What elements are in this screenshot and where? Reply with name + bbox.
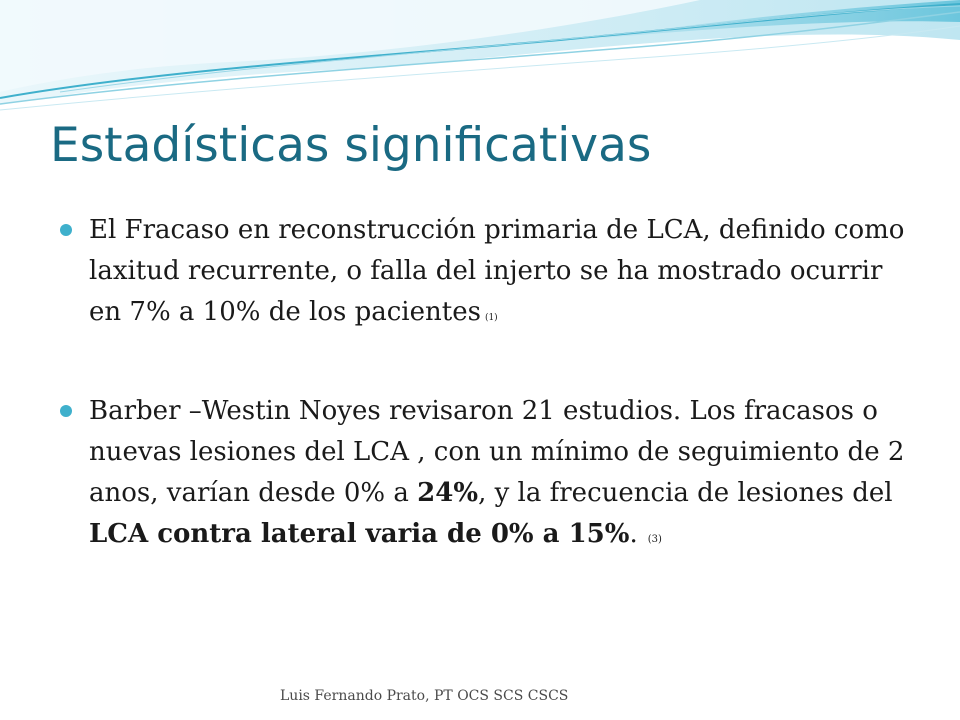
bullet-dot-icon [60, 224, 72, 236]
bullet-text-part: Barber –Westin Noyes revisaron 21 estudios. Los fracasos o nuevas lesiones del LCA , con un mínimo de seguimiento de 2 anos, varían desde 0% a [89, 396, 905, 508]
slide-title: Estadísticas significativas [50, 118, 652, 173]
slide-footer: Luis Fernando Prato, PT OCS SCS CSCS [280, 688, 569, 704]
bullet-bold-value: 24% [417, 478, 479, 508]
bullet-item-barber-westin [60, 391, 920, 560]
header-wave-decoration [0, 0, 960, 130]
bullet-text-part: . [629, 519, 638, 549]
reference-marker: (1) [484, 313, 498, 323]
bullet-dot-icon [60, 405, 72, 417]
reference-marker: (3) [647, 534, 662, 545]
bullet-text-part: , y la frecuencia de lesiones del [478, 478, 893, 508]
bullet-bold-phrase: LCA contra lateral varia de 0% a 15% [89, 519, 630, 549]
bullet-text: El Fracaso en reconstrucción primaria de LCA, definido como laxitud recurrente, o falla del injerto se ha mostrado ocurrir en 7% a 10% de los pacientes [89, 215, 905, 327]
bullet-list [60, 210, 920, 560]
bullet-item-failure-rate [60, 210, 920, 339]
